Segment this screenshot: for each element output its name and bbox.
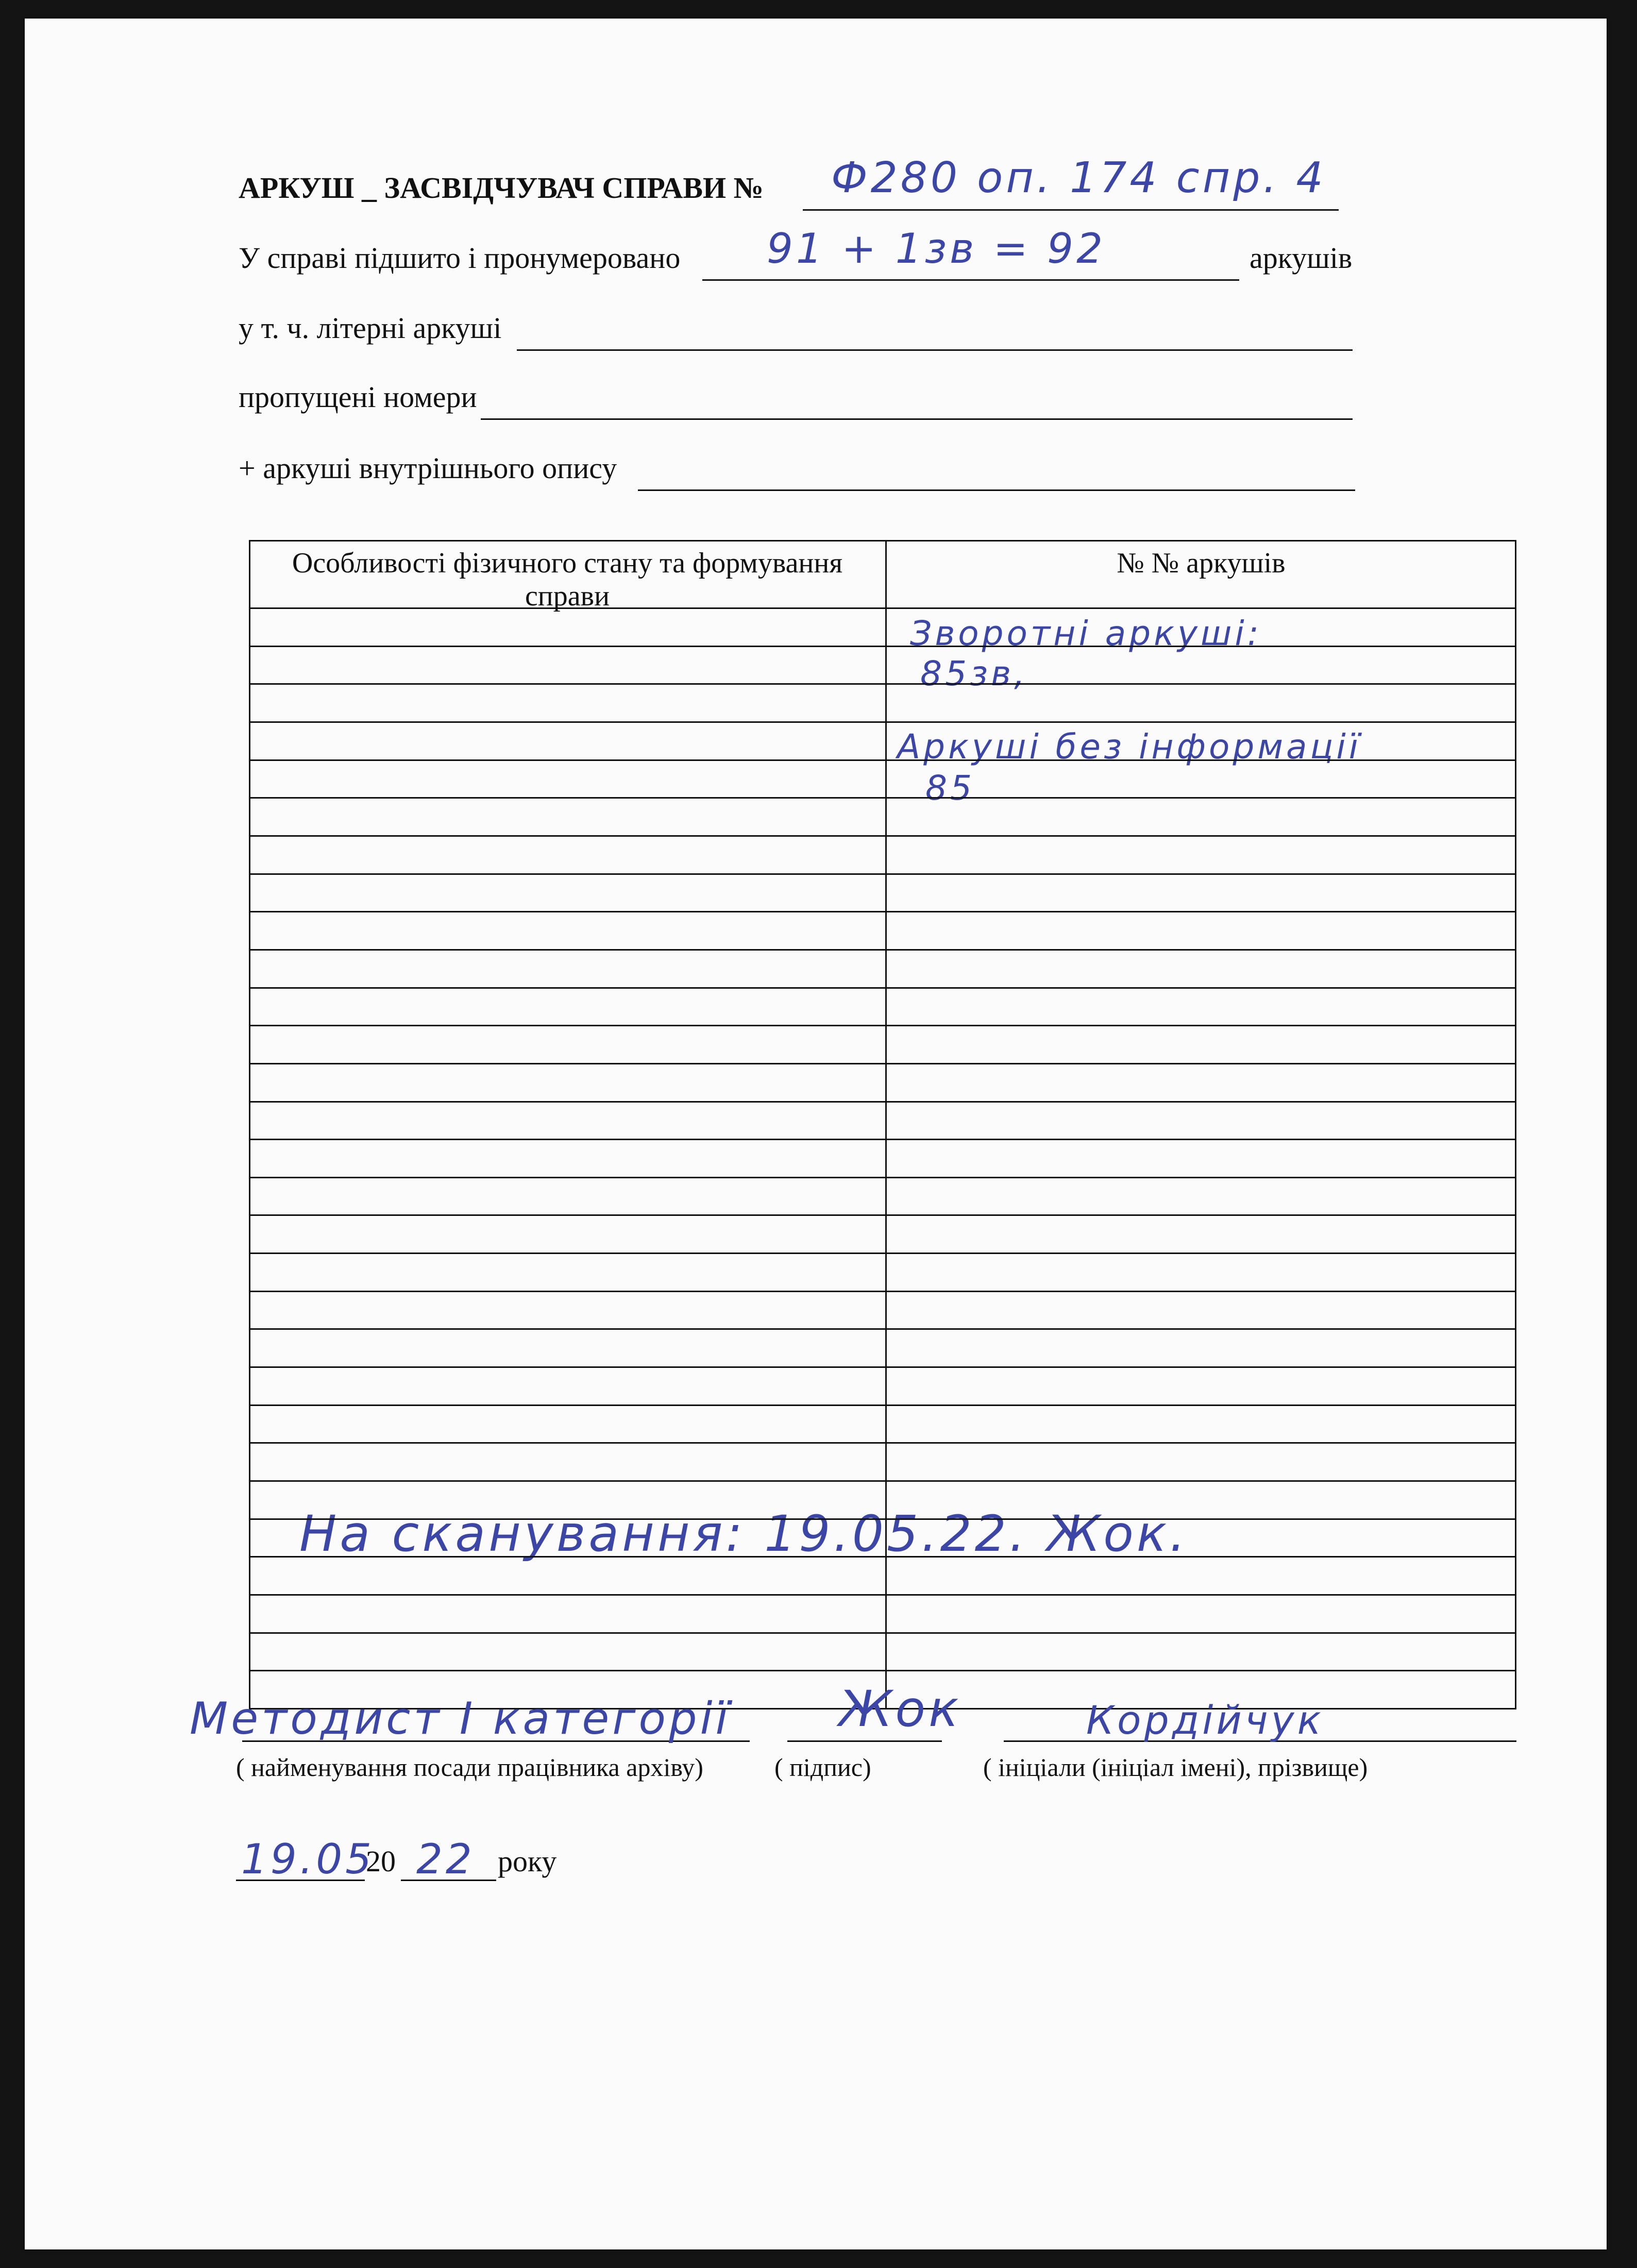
missed-numbers-label: пропущені номери <box>239 380 477 414</box>
table-row-line <box>250 1063 1515 1064</box>
table-row-line <box>250 721 1515 723</box>
signature-line <box>787 1740 942 1742</box>
col1-header: Особливості фізичного стану та формування справи <box>292 547 843 613</box>
date-year-handwritten: 22 <box>416 1835 475 1883</box>
table-row-line <box>250 797 1515 799</box>
letter-sheets-line <box>517 313 1353 351</box>
letter-sheets-label: у т. ч. літерні аркуші <box>239 311 502 345</box>
table-row-line <box>250 1291 1515 1292</box>
col2-header: № № аркушів <box>1117 547 1286 579</box>
table-row-line <box>250 759 1515 761</box>
table-row-line <box>250 873 1515 875</box>
table-row-line <box>250 1404 1515 1406</box>
table-row-line <box>250 1480 1515 1482</box>
inner-inventory-row <box>239 453 1398 495</box>
position-handwritten: Методист І категорії <box>190 1693 731 1745</box>
table-row-line <box>250 949 1515 951</box>
missed-numbers-row <box>239 382 1398 424</box>
table-row-line <box>250 1594 1515 1596</box>
date-suffix: року <box>498 1844 557 1878</box>
table-row-line <box>250 1328 1515 1330</box>
table-row-line <box>250 683 1515 685</box>
table-row-line <box>250 1101 1515 1103</box>
date-day-month-handwritten: 19.05 <box>241 1835 375 1883</box>
table-row-line <box>250 1442 1515 1444</box>
table-row-line <box>250 1139 1515 1140</box>
sewn-suffix: аркушів <box>1250 241 1353 275</box>
document-page <box>25 19 1607 2249</box>
table-row-line <box>250 1177 1515 1178</box>
physical-state-table <box>249 540 1516 1710</box>
letter-sheets-row <box>239 313 1398 354</box>
inner-inventory-line <box>638 453 1355 491</box>
table-row-line <box>250 646 1515 647</box>
table-row-line <box>250 835 1515 837</box>
table-row-line <box>250 1556 1515 1558</box>
table-row-line <box>250 911 1515 912</box>
table-row-line <box>250 1518 1515 1520</box>
inner-inventory-label: + аркуші внутрішнього опису <box>239 451 617 485</box>
note-blank-sheets-line2: 85 <box>925 768 975 808</box>
note-reverse-sheets-line2: 85зв, <box>920 654 1028 693</box>
table-row-line <box>250 607 1515 609</box>
table-row-line <box>250 1632 1515 1634</box>
signature-caption: ( підпис) <box>774 1753 871 1782</box>
signature-handwritten: Жок <box>839 1680 962 1738</box>
table-row-line <box>250 1366 1515 1368</box>
table-row-line <box>250 1253 1515 1254</box>
sewn-value-handwritten: 91 + 1зв = 92 <box>767 225 1106 273</box>
table-row-line <box>250 987 1515 989</box>
date-century: 20 <box>366 1844 396 1878</box>
missed-numbers-line <box>481 382 1353 420</box>
table-row-line <box>250 1025 1515 1026</box>
sewn-label: У справі підшито і пронумеровано <box>239 241 681 275</box>
scan-note-handwritten: На сканування: 19.05.22. Жок. <box>299 1505 1189 1563</box>
table-row-line <box>250 1670 1515 1671</box>
position-caption: ( найменування посади працівника архіву) <box>236 1753 703 1782</box>
name-handwritten: Кордійчук <box>1086 1697 1324 1743</box>
form-title: АРКУШ _ ЗАСВІДЧУВАЧ СПРАВИ № <box>239 171 764 205</box>
table-row-line <box>250 1214 1515 1216</box>
case-number-handwritten: Ф280 оп. 174 спр. 4 <box>831 154 1326 202</box>
note-reverse-sheets-line1: Зворотні аркуші: <box>910 614 1262 653</box>
note-blank-sheets-line1: Аркуші без інформації <box>897 727 1362 767</box>
name-caption: ( ініціали (ініціал імені), прізвище) <box>983 1753 1368 1782</box>
